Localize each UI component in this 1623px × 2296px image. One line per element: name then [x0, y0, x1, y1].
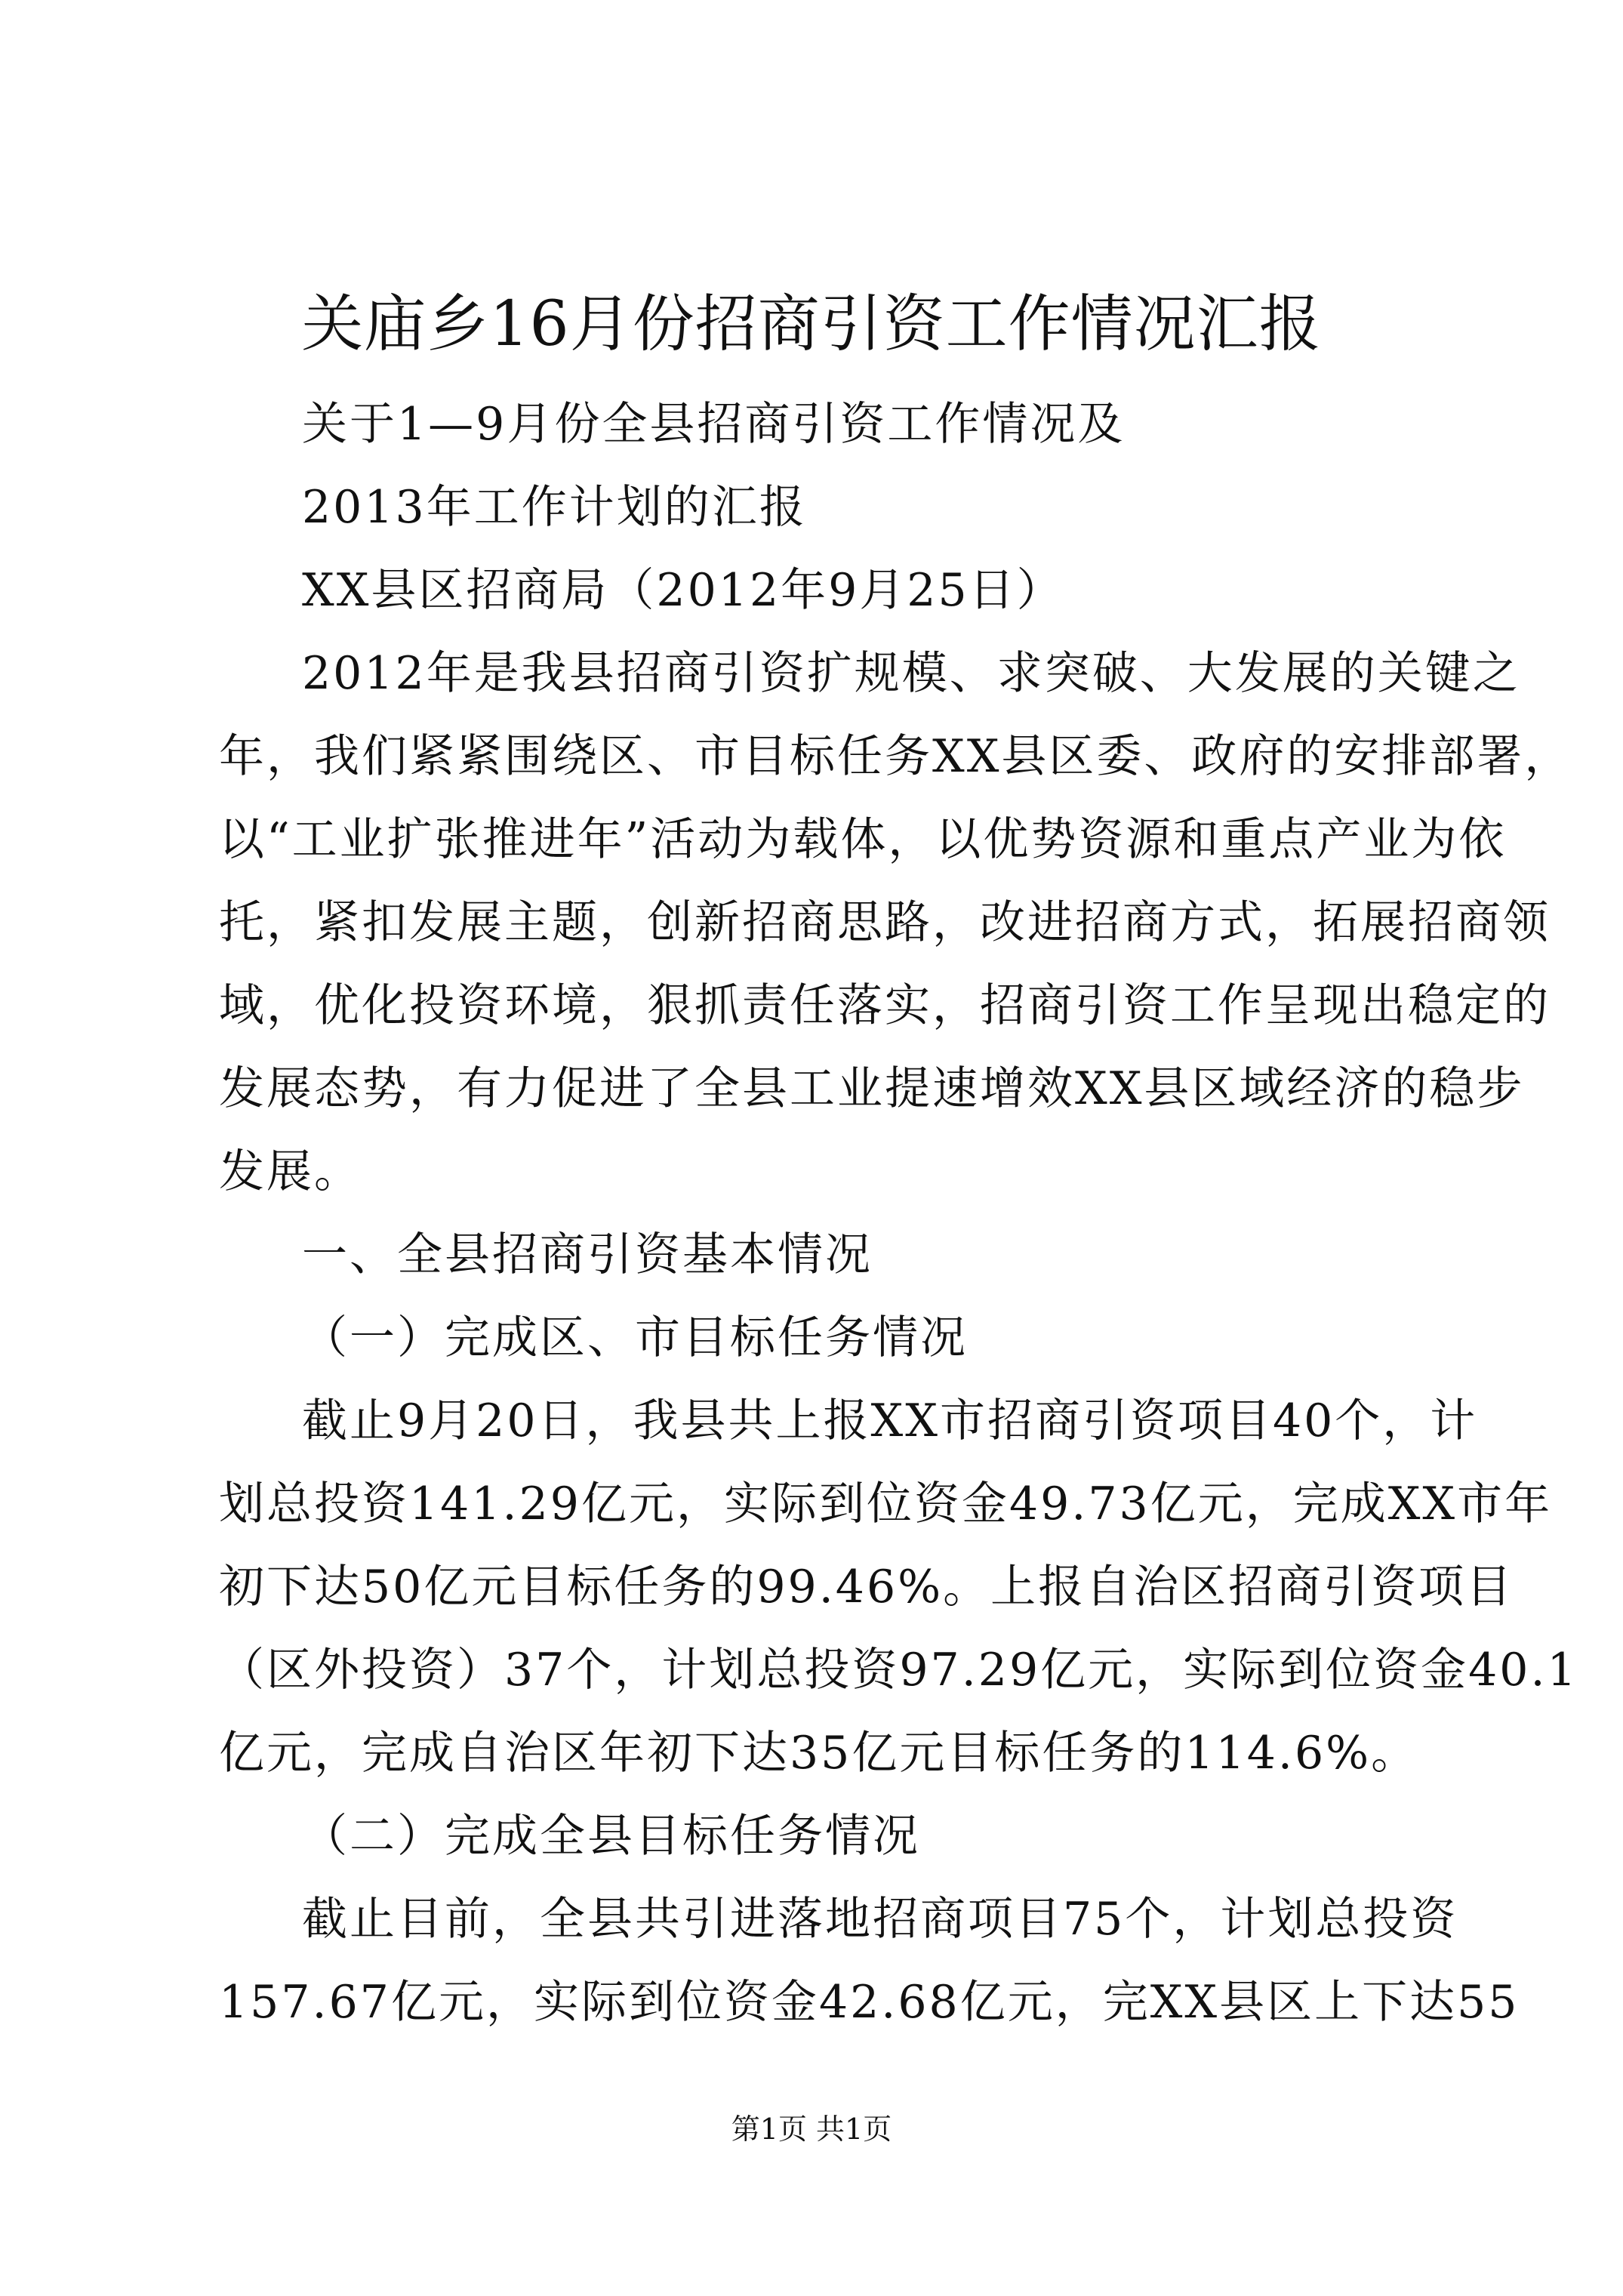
- paragraph-line: 域，优化投资环境，狠抓责任落实，招商引资工作呈现出稳定的: [219, 979, 1551, 1032]
- paragraph-line: 以“工业扩张推进年”活动为载体，以优势资源和重点产业为依: [219, 813, 1507, 866]
- section-heading: 一、全县招商引资基本情况: [302, 1228, 873, 1281]
- paragraph-line: 157.67亿元，实际到位资金42.68亿元，完XX县区上下达55: [219, 1976, 1520, 2029]
- page-number: 第1页 共1页: [731, 2113, 892, 2146]
- paragraph-line: 截止9月20日，我县共上报XX市招商引资项目40个，计: [302, 1395, 1478, 1447]
- paragraph-line: 亿元，完成自治区年初下达35亿元目标任务的114.6%。: [219, 1727, 1419, 1780]
- header-line: 2013年工作计划的汇报: [302, 481, 807, 534]
- paragraph-line: 截止目前，全县共引进落地招商项目75个，计划总投资: [302, 1893, 1458, 1946]
- subsection-heading: （一）完成区、市目标任务情况: [302, 1311, 968, 1364]
- paragraph-line: 托，紧扣发展主题，创新招商思路，改进招商方式，拓展招商领: [219, 896, 1551, 949]
- header-line: XX县区招商局（2012年9月25日）: [302, 564, 1064, 617]
- paragraph-line: 年，我们紧紧围绕区、市目标任务XX县区委、政府的安排部署，: [219, 730, 1572, 783]
- paragraph-line: 初下达50亿元目标任务的99.46%。上报自治区招商引资项目: [219, 1561, 1514, 1613]
- document-title: 关庙乡16月份招商引资工作情况汇报: [301, 288, 1322, 360]
- paragraph-line: （区外投资）37个，计划总投资97.29亿元，实际到位资金40.1: [219, 1644, 1578, 1697]
- subsection-heading: （二）完成全县目标任务情况: [302, 1810, 920, 1863]
- paragraph-line: 2012年是我县招商引资扩规模、求突破、大发展的关键之: [302, 647, 1520, 700]
- paragraph-line: 发展态势，有力促进了全县工业提速增效XX县区域经济的稳步: [219, 1062, 1525, 1115]
- paragraph-line: 划总投资141.29亿元，实际到位资金49.73亿元，完成XX市年: [219, 1478, 1553, 1530]
- paragraph-line: 发展。: [219, 1145, 362, 1198]
- header-line: 关于1—9月份全县招商引资工作情况及: [302, 398, 1126, 451]
